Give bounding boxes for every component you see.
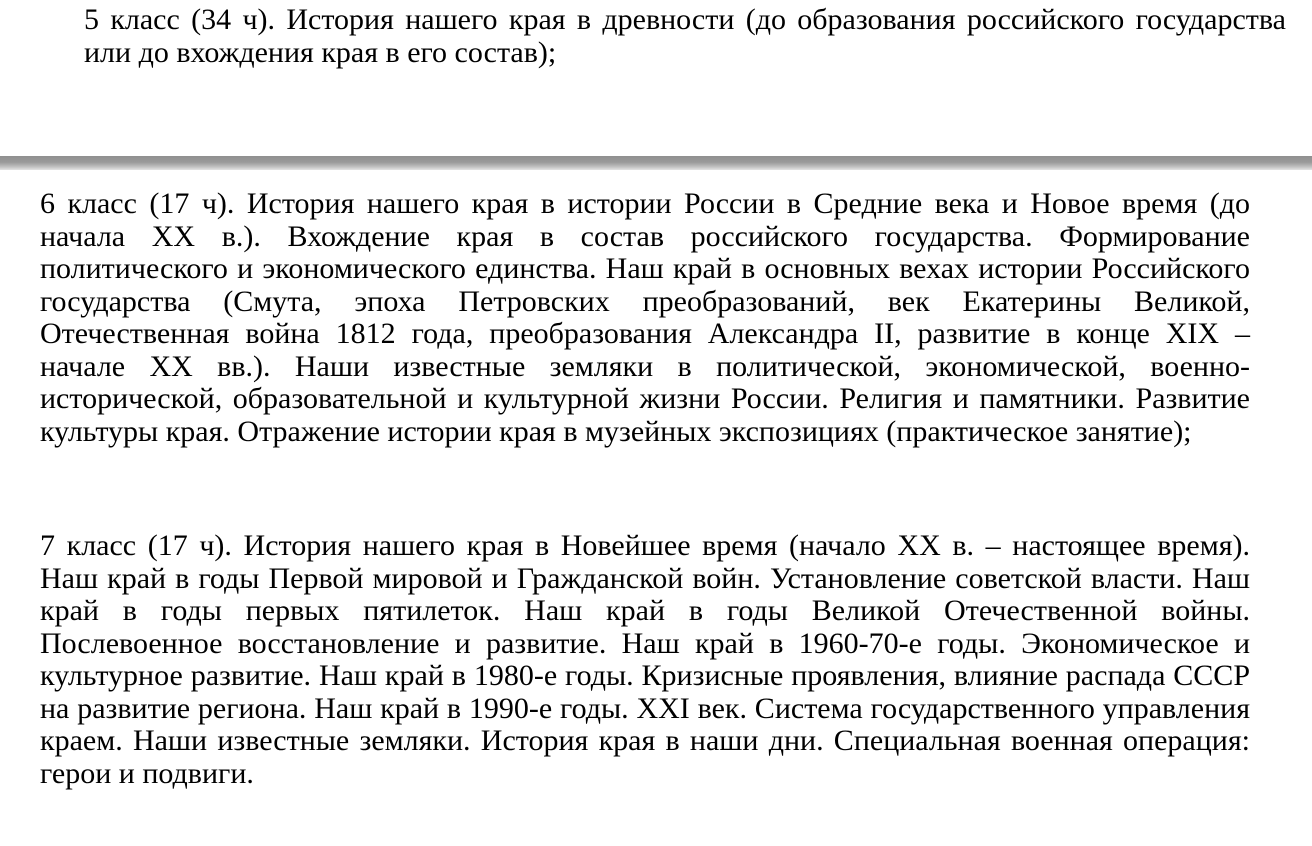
document-page-top [0, 0, 1312, 156]
paragraph-grade-5: 5 класс (34 ч). История нашего края в древности (до образования российского государства или до вхождения края в его состав); [84, 3, 1286, 69]
page-break-divider [0, 156, 1312, 170]
paragraph-grade-7: 7 класс (17 ч). История нашего края в Новейшее время (начало XX в. – настоящее время). Наш край в годы Первой мировой и Гражданской войн. Установление советской власти. Наш край в годы первых пятилеток. Наш край в годы Великой Отечественной войны. Послевоенное восстановление и развитие. Наш край в 1960-70-е годы. Экономическое и культурное развитие. Наш край в 1980-е годы. Кризисные проявления, влияние распада СССР на развитие региона. Наш край в 1990-е годы. XXI век. Система государственного управления краем. Наши известные земляки. История края в наши дни. Специальная военная операция: герои и подвиги. [40, 529, 1250, 790]
document-page-bottom [0, 170, 1312, 846]
paragraph-grade-6: 6 класс (17 ч). История нашего края в истории России в Средние века и Новое время (до начала XX в.). Вхождение края в состав российского государства. Формирование политического и экономического единства. Наш край в основных вехах истории Российского государства (Смута, эпоха Петровских преобразований, век Екатерины Великой, Отечественная война 1812 года, преобразования Александра II, развитие в конце XIX – начале XX вв.). Наши известные земляки в политической, экономической, военно-исторической, образовательной и культурной жизни России. Религия и памятники. Развитие культуры края. Отражение истории края в музейных экспозициях (практическое занятие); [40, 187, 1250, 448]
